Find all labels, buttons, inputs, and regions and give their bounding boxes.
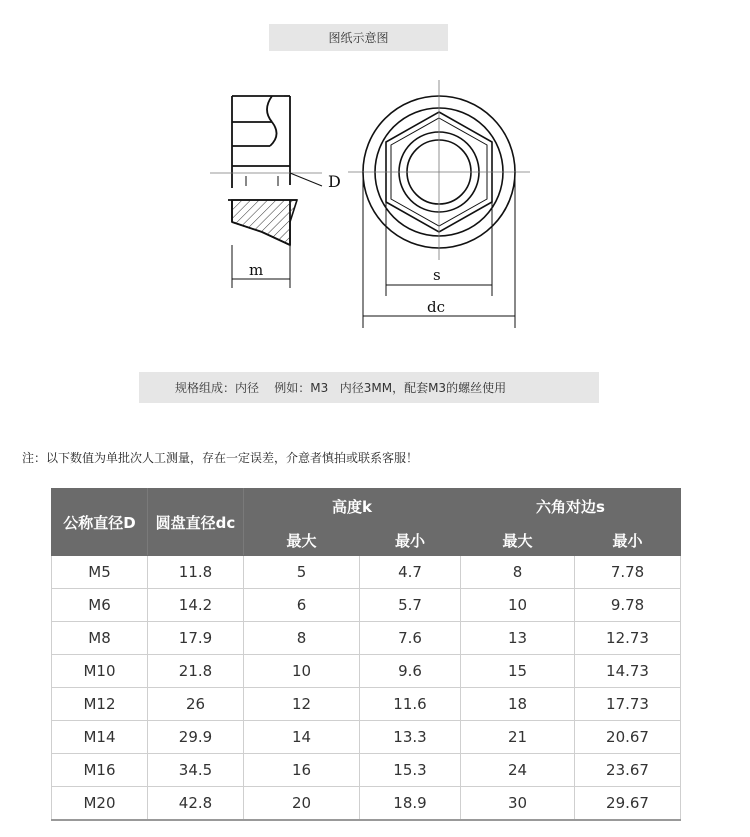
table-cell: M12 xyxy=(52,688,148,721)
table-cell: M20 xyxy=(52,787,148,821)
table-cell: 24 xyxy=(461,754,575,787)
table-cell: 15.3 xyxy=(360,754,461,787)
table-cell: 11.8 xyxy=(148,556,244,589)
table-cell: 7.6 xyxy=(360,622,461,655)
table-cell: 12 xyxy=(244,688,360,721)
table-row xyxy=(52,688,681,721)
flange-nut-drawing xyxy=(0,60,750,350)
table-cell: 6 xyxy=(244,589,360,622)
table-cell: 42.8 xyxy=(148,787,244,821)
table-row xyxy=(52,787,681,821)
table-cell: 14.73 xyxy=(575,655,681,688)
header-across-flats: 六角对边s xyxy=(461,489,681,525)
table-cell: 11.6 xyxy=(360,688,461,721)
table-row xyxy=(52,556,681,589)
table-cell: 17.9 xyxy=(148,622,244,655)
table-cell: 5 xyxy=(244,556,360,589)
table-cell: 10 xyxy=(244,655,360,688)
table-cell: M5 xyxy=(52,556,148,589)
table-cell: 8 xyxy=(461,556,575,589)
header-height-min: 最小 xyxy=(360,525,461,556)
spec-inner-diameter: 内径3MM，配套M3的螺丝使用 xyxy=(339,381,507,395)
drawing-title xyxy=(269,24,448,51)
header-disc-diameter: 圆盘直径dc xyxy=(148,489,244,556)
header-across-max: 最大 xyxy=(461,525,575,556)
table-cell: 15 xyxy=(461,655,575,688)
table-cell: 29.67 xyxy=(575,787,681,821)
table-cell: 18 xyxy=(461,688,575,721)
table-cell: 8 xyxy=(244,622,360,655)
spec-label: 规格组成：内径 xyxy=(175,381,260,395)
table-cell: 21 xyxy=(461,721,575,754)
measurement-note: 注：以下数值为单批次人工测量，存在一定误差，介意者慎拍或联系客服！ xyxy=(22,451,419,465)
table-cell: 14.2 xyxy=(148,589,244,622)
side-view-hatch xyxy=(232,200,297,245)
table-cell: 5.7 xyxy=(360,589,461,622)
table-cell: 18.9 xyxy=(360,787,461,821)
diameter-leader xyxy=(290,173,322,186)
table-cell: 29.9 xyxy=(148,721,244,754)
table-cell: 4.7 xyxy=(360,556,461,589)
table-cell: 30 xyxy=(461,787,575,821)
table-cell: 10 xyxy=(461,589,575,622)
header-across-min: 最小 xyxy=(575,525,681,556)
header-nominal-diameter: 公称直径D xyxy=(52,489,148,556)
table-cell: 20 xyxy=(244,787,360,821)
table-row xyxy=(52,655,681,688)
table-cell: 26 xyxy=(148,688,244,721)
table-cell: M6 xyxy=(52,589,148,622)
table-cell: 14 xyxy=(244,721,360,754)
table-cell: 13 xyxy=(461,622,575,655)
table-cell: 9.6 xyxy=(360,655,461,688)
drawing-title-text: 图纸示意图 xyxy=(328,31,389,45)
table-row xyxy=(52,589,681,622)
label-dc: dc xyxy=(427,298,446,316)
table-cell: 9.78 xyxy=(575,589,681,622)
label-s: s xyxy=(433,266,441,284)
table-cell: 17.73 xyxy=(575,688,681,721)
table-cell: 34.5 xyxy=(148,754,244,787)
table-cell: 21.8 xyxy=(148,655,244,688)
table-cell: M14 xyxy=(52,721,148,754)
table-cell: M8 xyxy=(52,622,148,655)
table-row xyxy=(52,622,681,655)
spec-table xyxy=(51,488,681,821)
table-row xyxy=(52,721,681,754)
spec-description xyxy=(139,372,599,403)
table-cell: M16 xyxy=(52,754,148,787)
label-m: m xyxy=(249,261,264,279)
table-cell: 12.73 xyxy=(575,622,681,655)
table-cell: M10 xyxy=(52,655,148,688)
table-cell: 23.67 xyxy=(575,754,681,787)
label-d: D xyxy=(328,172,341,191)
table-cell: 20.67 xyxy=(575,721,681,754)
table-cell: 16 xyxy=(244,754,360,787)
spec-example: 例如：M3 xyxy=(274,381,329,395)
table-row xyxy=(52,754,681,787)
table-cell: 13.3 xyxy=(360,721,461,754)
header-height: 高度k xyxy=(244,489,461,525)
table-cell: 7.78 xyxy=(575,556,681,589)
header-height-max: 最大 xyxy=(244,525,360,556)
